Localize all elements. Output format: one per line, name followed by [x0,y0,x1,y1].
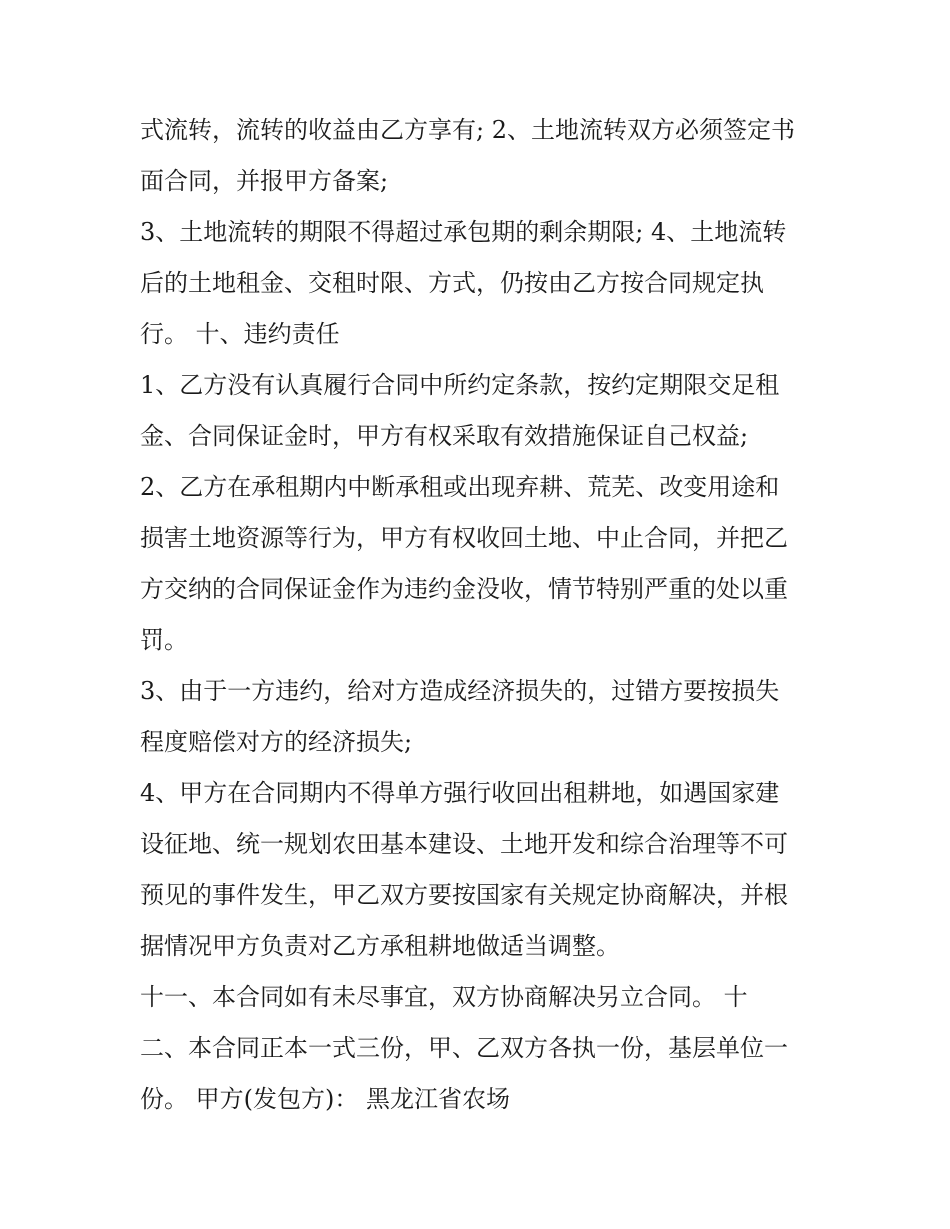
text-line-12: 3、由于一方违约，给对方造成经济损失的，过错方要按损失 [140,677,780,705]
text-line-18: 十一、本合同如有未尽事宜，双方协商解决另立合同。 十 [140,983,748,1011]
text-line-10: 方交纳的合同保证金作为违约金没收，情节特别严重的处以重 [140,575,788,603]
text-line-7: 金、合同保证金时，甲方有权采取有效措施保证自己权益; [140,422,749,450]
text-line-13: 程度赔偿对方的经济损失; [140,728,413,756]
text-line-9: 损害土地资源等行为，甲方有权收回土地、中止合同，并把乙 [140,524,788,552]
text-line-11: 罚。 [140,626,188,654]
text-line-17: 据情况甲方负责对乙方承租耕地做适当调整。 [140,932,620,960]
text-line-15: 设征地、统一规划农田基本建设、土地开发和综合治理等不可 [140,830,788,858]
text-line-5: 行。 十、违约责任 [140,320,340,348]
text-line-2: 面合同，并报甲方备案; [140,167,389,195]
text-line-14: 4、甲方在合同期内不得单方强行收回出租耕地，如遇国家建 [140,779,780,807]
text-line-3: 3、土地流转的期限不得超过承包期的剩余期限; 4、土地流转 [140,218,787,246]
text-line-19: 二、本合同正本一式三份，甲、乙双方各执一份，基层单位一 [140,1034,788,1062]
text-line-1: 式流转，流转的收益由乙方享有; 2、土地流转双方必须签定书 [140,116,795,144]
text-line-4: 后的土地租金、交租时限、方式，仍按由乙方按合同规定执 [140,269,764,297]
document-body [140,105,830,1125]
text-line-20: 份。 甲方(发包方)： 黑龙江省农场 [140,1085,510,1113]
text-line-16: 预见的事件发生，甲乙双方要按国家有关规定协商解决，并根 [140,881,788,909]
text-line-6: 1、乙方没有认真履行合同中所约定条款，按约定期限交足租 [140,371,780,399]
text-line-8: 2、乙方在承租期内中断承租或出现弃耕、荒芜、改变用途和 [140,473,780,501]
